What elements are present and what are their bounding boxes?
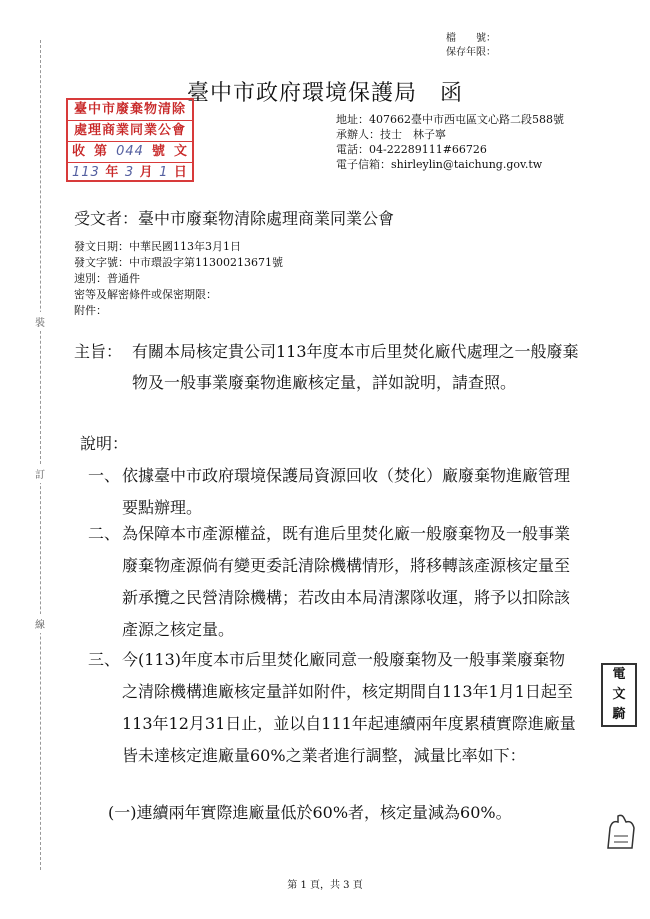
item-text: 今(113)年度本市后里焚化廠同意一般廢棄物及一般事業廢棄物之清除機構進廠核定量詳如附件，核定期間自113年1月1日起至113年12月31日止，並以自111年起連續兩年度累積實際進廠量皆未達核定進廠量60%之業者進行調整，減量比率如下： [122,650,576,765]
subject-label: 主旨： [74,342,123,361]
seal-char: 文 [612,687,626,702]
stamp-number: 044 [116,144,144,159]
file-number-label: 檔 號： [446,33,496,44]
binding-mark-xian: 線 [35,614,45,633]
meta-attachment: 附件： [74,304,107,317]
archive-info [446,32,496,60]
meta-date: 發文日期：中華民國113年3月1日 [74,240,241,253]
document-meta [74,239,283,319]
receipt-stamp [66,98,194,182]
stamp-received-label: 收 [72,144,87,159]
item-number: 二、 [88,524,121,543]
binding-mark-ding: 訂 [35,464,45,483]
item-number: 三、 [88,650,121,669]
subject-text: 有關本局核定貴公司113年度本市后里焚化廠代處理之一般廢棄物及一般事業廢棄物進廠核定量，詳如說明，請查照。 [132,342,579,392]
stamp-year: 113 [72,165,100,180]
stamp-received-char: 第 [94,144,109,159]
item-text: 依據臺中市政府環境保護局資源回收（焚化）廠廢棄物進廠管理要點辦理。 [122,466,571,517]
page-footer: 第 1 頁，共 3 頁 [287,880,363,891]
stamp-number-suffix: 號 [151,144,166,159]
explanation-item [88,644,578,772]
stamp-org-line1: 臺中市廢棄物清除 [68,100,192,121]
meta-secrecy: 密等及解密條件或保密期限： [74,288,217,301]
contact-info [336,112,576,172]
contact-address: 地址：407662臺中市西屯區文心路二段588號 [336,113,564,126]
binding-mark-zhuang: 裝 [35,312,45,331]
recipient: 受文者：臺中市廢棄物清除處理商業同業公會 [74,209,395,228]
stamp-org-line2: 處理商業同業公會 [68,121,192,142]
binding-line [40,40,41,870]
meta-speed: 速別：普通件 [74,272,140,285]
seal-char: 騎 [612,707,626,722]
explanation-label: 說明： [80,434,129,453]
retention-label: 保存年限： [446,47,496,58]
stamp-date-row [68,163,192,183]
electronic-seal [601,663,637,727]
stamp-month-label: 月 [139,165,154,180]
glove-stamp-icon [604,812,638,852]
seal-char: 電 [612,667,626,682]
stamp-year-label: 年 [105,165,120,180]
item-text: 為保障本市產源權益，既有進后里焚化廠一般廢棄物及一般事業廢棄物產源倘有變更委託清除機構情形，將移轉該產源核定量至新承攬之民營清除機構；若改由本局清潔隊收運，將予以扣除該產源之核定量。 [122,524,571,639]
contact-handler: 承辦人：技士 林子寧 [336,128,446,141]
stamp-day-label: 日 [173,165,188,180]
meta-doc-number: 發文字號：中市環設字第11300213671號 [74,256,283,269]
explanation-item [88,518,578,646]
sub-item: (一)連續兩年實際進廠量低於60%者，核定量減為60%。 [108,803,512,822]
subject [74,336,584,398]
stamp-month: 3 [124,165,135,180]
document-title: 臺中市政府環境保護局 函 [186,81,463,106]
contact-email: 電子信箱：shirleylin@taichung.gov.tw [336,158,543,171]
stamp-received-row [68,142,192,163]
stamp-doc-char: 文 [173,144,188,159]
contact-phone: 電話：04-22289111#66726 [336,143,487,156]
item-number: 一、 [88,466,121,485]
explanation-item [88,460,578,524]
stamp-day: 1 [159,165,169,180]
